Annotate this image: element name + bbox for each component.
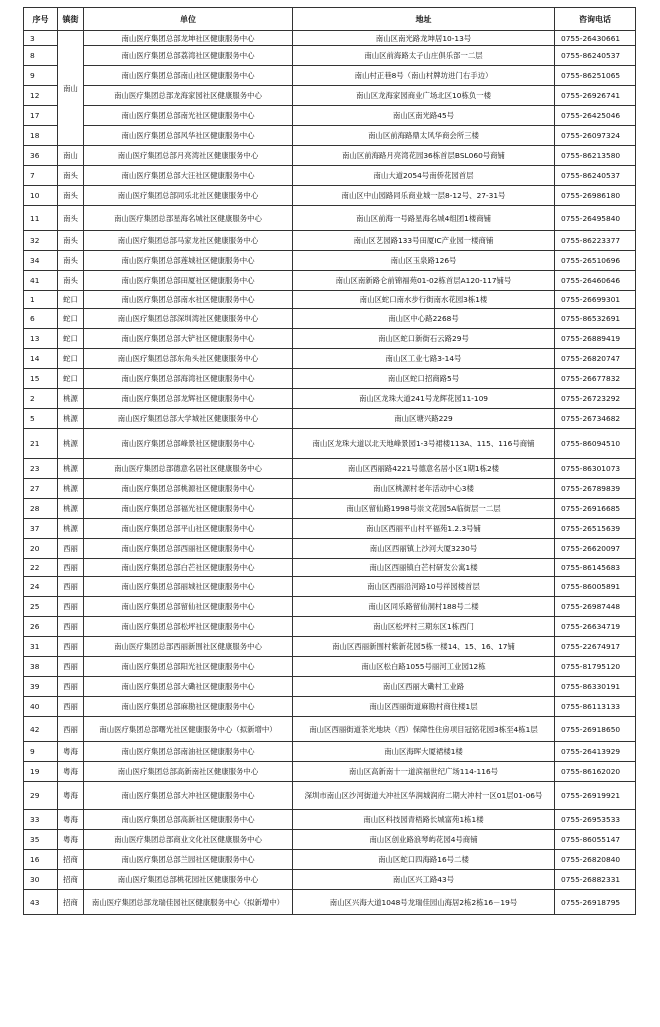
cell-unit: 南山医疗集团总部商业文化社区健康服务中心 bbox=[84, 830, 293, 850]
table-row bbox=[24, 762, 636, 782]
cell-address: 南山区前海路太子山庄俱乐部一二层 bbox=[293, 46, 555, 66]
header-unit: 单位 bbox=[84, 8, 293, 31]
cell-unit: 南山医疗集团总部麻勘社区健康服务中心 bbox=[84, 697, 293, 717]
table-row bbox=[24, 577, 636, 597]
table-row bbox=[24, 66, 636, 86]
cell-street: 桃源 bbox=[58, 429, 84, 459]
cell-unit: 南山医疗集团总部留仙社区健康服务中心 bbox=[84, 597, 293, 617]
cell-unit: 南山医疗集团总部南水社区健康服务中心 bbox=[84, 291, 293, 309]
table-row bbox=[24, 166, 636, 186]
cell-seq: 1 bbox=[24, 291, 58, 309]
cell-address: 南山区南光路45号 bbox=[293, 106, 555, 126]
cell-street: 粤海 bbox=[58, 762, 84, 782]
cell-phone: 0755-81795120 bbox=[555, 657, 636, 677]
table-row bbox=[24, 742, 636, 762]
cell-street: 南头 bbox=[58, 186, 84, 206]
table-row bbox=[24, 146, 636, 166]
cell-street: 西丽 bbox=[58, 697, 84, 717]
cell-seq: 34 bbox=[24, 251, 58, 271]
header-address: 地址 bbox=[293, 8, 555, 31]
cell-street: 招商 bbox=[58, 850, 84, 870]
table-row bbox=[24, 810, 636, 830]
cell-address: 南山区松白路1055号丽河工业园12栋 bbox=[293, 657, 555, 677]
cell-address: 南山区西丽新围村紫新花园5栋一楼14、15、16、17铺 bbox=[293, 637, 555, 657]
table-row bbox=[24, 106, 636, 126]
cell-address: 南山区南新路仑前锦福苑01-02栋首层A120-117铺号 bbox=[293, 271, 555, 291]
cell-street: 西丽 bbox=[58, 637, 84, 657]
cell-phone: 0755-26820747 bbox=[555, 349, 636, 369]
cell-unit: 南山医疗集团总部高新南社区健康服务中心 bbox=[84, 762, 293, 782]
cell-phone: 0755-86055147 bbox=[555, 830, 636, 850]
cell-seq: 17 bbox=[24, 106, 58, 126]
header-phone: 咨询电话 bbox=[555, 8, 636, 31]
table-row bbox=[24, 717, 636, 742]
cell-phone: 0755-86330191 bbox=[555, 677, 636, 697]
table-row bbox=[24, 890, 636, 915]
table-row bbox=[24, 830, 636, 850]
cell-phone: 0755-26413929 bbox=[555, 742, 636, 762]
cell-phone: 0755-26987448 bbox=[555, 597, 636, 617]
cell-unit: 南山医疗集团总部荔湾社区健康服务中心 bbox=[84, 46, 293, 66]
cell-address: 南山区中山园路同乐商业城一层8-12号、27-31号 bbox=[293, 186, 555, 206]
cell-street: 南头 bbox=[58, 231, 84, 251]
table-row bbox=[24, 677, 636, 697]
cell-phone: 0755-26425046 bbox=[555, 106, 636, 126]
table-row bbox=[24, 559, 636, 577]
cell-unit: 南山医疗集团总部龙海家园社区健康服务中心 bbox=[84, 86, 293, 106]
cell-unit: 南山医疗集团总部深圳湾社区健康服务中心 bbox=[84, 309, 293, 329]
cell-street: 粤海 bbox=[58, 830, 84, 850]
cell-street: 西丽 bbox=[58, 717, 84, 742]
cell-seq: 23 bbox=[24, 459, 58, 479]
cell-phone: 0755-26734682 bbox=[555, 409, 636, 429]
cell-unit: 南山医疗集团总部风华社区健康服务中心 bbox=[84, 126, 293, 146]
cell-phone: 0755-26634719 bbox=[555, 617, 636, 637]
cell-unit: 南山医疗集团总部阳光社区健康服务中心 bbox=[84, 657, 293, 677]
cell-seq: 14 bbox=[24, 349, 58, 369]
cell-phone: 0755-26882331 bbox=[555, 870, 636, 890]
cell-seq: 41 bbox=[24, 271, 58, 291]
cell-seq: 8 bbox=[24, 46, 58, 66]
cell-phone: 0755-26918650 bbox=[555, 717, 636, 742]
table-row bbox=[24, 329, 636, 349]
cell-unit: 南山医疗集团总部西丽新围社区健康服务中心 bbox=[84, 637, 293, 657]
cell-street: 南头 bbox=[58, 166, 84, 186]
cell-street: 南头 bbox=[58, 251, 84, 271]
cell-unit: 南山医疗集团总部田厦社区健康服务中心 bbox=[84, 271, 293, 291]
cell-seq: 37 bbox=[24, 519, 58, 539]
table-row bbox=[24, 657, 636, 677]
cell-phone: 0755-86005891 bbox=[555, 577, 636, 597]
table-row bbox=[24, 369, 636, 389]
cell-unit: 南山医疗集团总部白芒社区健康服务中心 bbox=[84, 559, 293, 577]
cell-address: 深圳市南山区沙河街道大冲社区华润城润府二期大冲村一区01层01-06号 bbox=[293, 782, 555, 810]
cell-phone: 0755-26677832 bbox=[555, 369, 636, 389]
table-body bbox=[24, 31, 636, 915]
cell-unit: 南山医疗集团总部高新社区健康服务中心 bbox=[84, 810, 293, 830]
cell-address: 南山区中心路2268号 bbox=[293, 309, 555, 329]
cell-street: 蛇口 bbox=[58, 329, 84, 349]
cell-address: 南山区蛇口四海路16号二楼 bbox=[293, 850, 555, 870]
cell-street: 桃源 bbox=[58, 479, 84, 499]
cell-phone: 0755-86223377 bbox=[555, 231, 636, 251]
table-row bbox=[24, 539, 636, 559]
cell-unit: 南山医疗集团总部桃源社区健康服务中心 bbox=[84, 479, 293, 499]
cell-seq: 20 bbox=[24, 539, 58, 559]
cell-address: 南山区海晖大厦裙楼1楼 bbox=[293, 742, 555, 762]
cell-seq: 11 bbox=[24, 206, 58, 231]
cell-seq: 19 bbox=[24, 762, 58, 782]
table-row bbox=[24, 697, 636, 717]
table-header-row bbox=[24, 8, 636, 31]
table-row bbox=[24, 309, 636, 329]
cell-phone: 0755-26723292 bbox=[555, 389, 636, 409]
cell-unit: 南山医疗集团总部大学城社区健康服务中心 bbox=[84, 409, 293, 429]
cell-seq: 42 bbox=[24, 717, 58, 742]
cell-address: 南山区南光路龙坤居10-13号 bbox=[293, 31, 555, 46]
cell-unit: 南山医疗集团总部龙辉社区健康服务中心 bbox=[84, 389, 293, 409]
cell-seq: 25 bbox=[24, 597, 58, 617]
cell-address: 南山区创业路浪琴屿花园4号商铺 bbox=[293, 830, 555, 850]
cell-address: 南山区西丽路4221号德意名居小区1期1栋2楼 bbox=[293, 459, 555, 479]
table-row bbox=[24, 597, 636, 617]
table-row bbox=[24, 782, 636, 810]
cell-seq: 24 bbox=[24, 577, 58, 597]
cell-unit: 南山医疗集团总部东角头社区健康服务中心 bbox=[84, 349, 293, 369]
cell-seq: 13 bbox=[24, 329, 58, 349]
cell-unit: 南山医疗集团总部西丽社区健康服务中心 bbox=[84, 539, 293, 559]
cell-seq: 10 bbox=[24, 186, 58, 206]
cell-phone: 0755-26510696 bbox=[555, 251, 636, 271]
cell-seq: 2 bbox=[24, 389, 58, 409]
cell-phone: 0755-26097324 bbox=[555, 126, 636, 146]
table-row bbox=[24, 459, 636, 479]
cell-seq: 27 bbox=[24, 479, 58, 499]
cell-seq: 12 bbox=[24, 86, 58, 106]
cell-phone: 0755-86301073 bbox=[555, 459, 636, 479]
cell-seq: 29 bbox=[24, 782, 58, 810]
cell-address: 南山村正巷8号（南山村牌坊进门右手边） bbox=[293, 66, 555, 86]
table-row bbox=[24, 291, 636, 309]
table-row bbox=[24, 637, 636, 657]
cell-phone: 0755-86251065 bbox=[555, 66, 636, 86]
table-row bbox=[24, 429, 636, 459]
cell-seq: 21 bbox=[24, 429, 58, 459]
cell-phone: 0755-22674917 bbox=[555, 637, 636, 657]
cell-seq: 9 bbox=[24, 742, 58, 762]
cell-seq: 6 bbox=[24, 309, 58, 329]
cell-address: 南山区前海路鼎太风华商会所三楼 bbox=[293, 126, 555, 146]
cell-seq: 22 bbox=[24, 559, 58, 577]
cell-seq: 32 bbox=[24, 231, 58, 251]
cell-street: 西丽 bbox=[58, 539, 84, 559]
cell-address: 南山区龙海家园商业广场北区10栋负一楼 bbox=[293, 86, 555, 106]
cell-phone: 0755-26430661 bbox=[555, 31, 636, 46]
cell-phone: 0755-26918795 bbox=[555, 890, 636, 915]
cell-phone: 0755-86113133 bbox=[555, 697, 636, 717]
cell-address: 南山区西丽街道麻勘村商住楼1层 bbox=[293, 697, 555, 717]
table-row bbox=[24, 349, 636, 369]
cell-phone: 0755-26889419 bbox=[555, 329, 636, 349]
cell-street: 西丽 bbox=[58, 617, 84, 637]
cell-unit: 南山医疗集团总部南光社区健康服务中心 bbox=[84, 106, 293, 126]
cell-address: 南山区西丽街道茶光地块（西）保障性住房项目冠铭花园3栋至4栋1层 bbox=[293, 717, 555, 742]
cell-unit: 南山医疗集团总部桃花园社区健康服务中心 bbox=[84, 870, 293, 890]
cell-unit: 南山医疗集团总部大冲社区健康服务中心 bbox=[84, 782, 293, 810]
cell-address: 南山区前海一号路星海名城4组团1楼商铺 bbox=[293, 206, 555, 231]
cell-unit: 南山医疗集团总部月亮湾社区健康服务中心 bbox=[84, 146, 293, 166]
cell-street: 蛇口 bbox=[58, 291, 84, 309]
cell-address: 南山区工业七路3-14号 bbox=[293, 349, 555, 369]
cell-street: 桃源 bbox=[58, 389, 84, 409]
cell-unit: 南山医疗集团总部福光社区健康服务中心 bbox=[84, 499, 293, 519]
cell-unit: 南山医疗集团总部兰园社区健康服务中心 bbox=[84, 850, 293, 870]
cell-phone: 0755-26820840 bbox=[555, 850, 636, 870]
cell-address: 南山区西丽镇白芒村研发公寓1楼 bbox=[293, 559, 555, 577]
cell-phone: 0755-86240537 bbox=[555, 46, 636, 66]
cell-seq: 31 bbox=[24, 637, 58, 657]
cell-address: 南山区西丽沿河路10号祥园楼首层 bbox=[293, 577, 555, 597]
cell-phone: 0755-86240537 bbox=[555, 166, 636, 186]
cell-address: 南山区科技园青梧路长城富苑1栋1楼 bbox=[293, 810, 555, 830]
table-row bbox=[24, 31, 636, 46]
cell-street: 桃源 bbox=[58, 459, 84, 479]
table-row bbox=[24, 231, 636, 251]
cell-unit: 南山医疗集团总部星海名城社区健康服务中心 bbox=[84, 206, 293, 231]
cell-unit: 南山医疗集团总部龙瑞佳园社区健康服务中心（拟新增中） bbox=[84, 890, 293, 915]
cell-seq: 18 bbox=[24, 126, 58, 146]
cell-phone: 0755-26919921 bbox=[555, 782, 636, 810]
cell-unit: 南山医疗集团总部龙坤社区健康服务中心 bbox=[84, 31, 293, 46]
cell-phone: 0755-86213580 bbox=[555, 146, 636, 166]
cell-street: 桃源 bbox=[58, 499, 84, 519]
cell-address: 南山区兴海大道1048号龙瑞佳园山海居2栋2栋16－19号 bbox=[293, 890, 555, 915]
cell-address: 南山区松坪村三期东区1栋西门 bbox=[293, 617, 555, 637]
cell-phone: 0755-26515639 bbox=[555, 519, 636, 539]
cell-unit: 南山医疗集团总部德意名居社区健康服务中心 bbox=[84, 459, 293, 479]
cell-phone: 0755-26699301 bbox=[555, 291, 636, 309]
cell-seq: 35 bbox=[24, 830, 58, 850]
cell-unit: 南山医疗集团总部莲城社区健康服务中心 bbox=[84, 251, 293, 271]
cell-street: 招商 bbox=[58, 870, 84, 890]
cell-street: 西丽 bbox=[58, 597, 84, 617]
cell-street: 南山 bbox=[58, 31, 84, 146]
cell-seq: 30 bbox=[24, 870, 58, 890]
cell-seq: 33 bbox=[24, 810, 58, 830]
cell-phone: 0755-86145683 bbox=[555, 559, 636, 577]
cell-street: 南山 bbox=[58, 146, 84, 166]
cell-address: 南山区留仙路1998号崇文花园5A临街层一二层 bbox=[293, 499, 555, 519]
table-row bbox=[24, 499, 636, 519]
cell-unit: 南山医疗集团总部南山社区健康服务中心 bbox=[84, 66, 293, 86]
table-row bbox=[24, 271, 636, 291]
table-row bbox=[24, 870, 636, 890]
cell-unit: 南山医疗集团总部海湾社区健康服务中心 bbox=[84, 369, 293, 389]
cell-unit: 南山医疗集团总部平山社区健康服务中心 bbox=[84, 519, 293, 539]
table-row bbox=[24, 519, 636, 539]
cell-seq: 38 bbox=[24, 657, 58, 677]
cell-seq: 28 bbox=[24, 499, 58, 519]
cell-unit: 南山医疗集团总部大汪社区健康服务中心 bbox=[84, 166, 293, 186]
cell-phone: 0755-26620097 bbox=[555, 539, 636, 559]
cell-phone: 0755-26916685 bbox=[555, 499, 636, 519]
table-row bbox=[24, 126, 636, 146]
table-row bbox=[24, 409, 636, 429]
cell-address: 南山区高新南十一道滨福世纪广场114-116号 bbox=[293, 762, 555, 782]
table-row bbox=[24, 251, 636, 271]
cell-street: 西丽 bbox=[58, 559, 84, 577]
cell-address: 南山区龙珠大道241号龙辉花园11-109 bbox=[293, 389, 555, 409]
cell-street: 南头 bbox=[58, 271, 84, 291]
header-seq: 序号 bbox=[24, 8, 58, 31]
cell-street: 蛇口 bbox=[58, 369, 84, 389]
cell-street: 蛇口 bbox=[58, 309, 84, 329]
cell-seq: 15 bbox=[24, 369, 58, 389]
cell-phone: 0755-86162020 bbox=[555, 762, 636, 782]
table-row bbox=[24, 86, 636, 106]
cell-address: 南山区蛇口新街石云路29号 bbox=[293, 329, 555, 349]
cell-seq: 9 bbox=[24, 66, 58, 86]
table-row bbox=[24, 479, 636, 499]
cell-unit: 南山医疗集团总部丽城社区健康服务中心 bbox=[84, 577, 293, 597]
table-row bbox=[24, 186, 636, 206]
cell-phone: 0755-26789839 bbox=[555, 479, 636, 499]
cell-street: 蛇口 bbox=[58, 349, 84, 369]
cell-address: 南山区蛇口南水步行街南水花园3栋1楼 bbox=[293, 291, 555, 309]
cell-seq: 39 bbox=[24, 677, 58, 697]
cell-unit: 南山医疗集团总部南油社区健康服务中心 bbox=[84, 742, 293, 762]
table-row bbox=[24, 617, 636, 637]
cell-phone: 0755-26926741 bbox=[555, 86, 636, 106]
cell-seq: 26 bbox=[24, 617, 58, 637]
cell-address: 南山区玉泉路126号 bbox=[293, 251, 555, 271]
health-center-table-container bbox=[23, 7, 635, 915]
cell-seq: 5 bbox=[24, 409, 58, 429]
cell-phone: 0755-26460646 bbox=[555, 271, 636, 291]
cell-street: 粤海 bbox=[58, 810, 84, 830]
cell-seq: 16 bbox=[24, 850, 58, 870]
table-row bbox=[24, 389, 636, 409]
cell-phone: 0755-86532691 bbox=[555, 309, 636, 329]
cell-address: 南山区西丽大磡村工业路 bbox=[293, 677, 555, 697]
cell-address: 南山区兴工路43号 bbox=[293, 870, 555, 890]
cell-seq: 40 bbox=[24, 697, 58, 717]
cell-address: 南山区同乐路留仙洞村188号二楼 bbox=[293, 597, 555, 617]
table-row bbox=[24, 850, 636, 870]
header-street: 镇街 bbox=[58, 8, 84, 31]
cell-address: 南山区龙珠大道以北天地峰景园1-3号裙楼113A、115、116号商铺 bbox=[293, 429, 555, 459]
cell-address: 南山区塘兴路229 bbox=[293, 409, 555, 429]
cell-street: 西丽 bbox=[58, 577, 84, 597]
cell-phone: 0755-26953533 bbox=[555, 810, 636, 830]
cell-phone: 0755-26986180 bbox=[555, 186, 636, 206]
cell-unit: 南山医疗集团总部马家龙社区健康服务中心 bbox=[84, 231, 293, 251]
cell-street: 西丽 bbox=[58, 677, 84, 697]
cell-unit: 南山医疗集团总部大铲社区健康服务中心 bbox=[84, 329, 293, 349]
cell-address: 南山区艺园路133号田厦IC产业园一楼商铺 bbox=[293, 231, 555, 251]
cell-unit: 南山医疗集团总部同乐北社区健康服务中心 bbox=[84, 186, 293, 206]
cell-unit: 南山医疗集团总部松坪社区健康服务中心 bbox=[84, 617, 293, 637]
cell-address: 南山大道2054号南侨花园首层 bbox=[293, 166, 555, 186]
cell-address: 南山区西丽平山村平福苑1.2.3号铺 bbox=[293, 519, 555, 539]
cell-address: 南山区前海路月亮湾花园36栋首层BSL060号商铺 bbox=[293, 146, 555, 166]
cell-street: 桃源 bbox=[58, 519, 84, 539]
cell-seq: 43 bbox=[24, 890, 58, 915]
cell-street: 招商 bbox=[58, 890, 84, 915]
cell-address: 南山区西丽镇上沙河大厦3230号 bbox=[293, 539, 555, 559]
health-center-table bbox=[23, 7, 636, 915]
cell-unit: 南山医疗集团总部大磡社区健康服务中心 bbox=[84, 677, 293, 697]
cell-address: 南山区蛇口招商路5号 bbox=[293, 369, 555, 389]
table-row bbox=[24, 206, 636, 231]
cell-street: 西丽 bbox=[58, 657, 84, 677]
cell-address: 南山区桃源村老年活动中心3楼 bbox=[293, 479, 555, 499]
cell-street: 南头 bbox=[58, 206, 84, 231]
table-row bbox=[24, 46, 636, 66]
cell-street: 粤海 bbox=[58, 742, 84, 762]
cell-seq: 3 bbox=[24, 31, 58, 46]
cell-seq: 36 bbox=[24, 146, 58, 166]
cell-unit: 南山医疗集团总部峰景社区健康服务中心 bbox=[84, 429, 293, 459]
cell-phone: 0755-26495840 bbox=[555, 206, 636, 231]
cell-seq: 7 bbox=[24, 166, 58, 186]
cell-street: 粤海 bbox=[58, 782, 84, 810]
cell-street: 桃源 bbox=[58, 409, 84, 429]
cell-unit: 南山医疗集团总部曙光社区健康服务中心（拟新增中） bbox=[84, 717, 293, 742]
cell-phone: 0755-86094510 bbox=[555, 429, 636, 459]
